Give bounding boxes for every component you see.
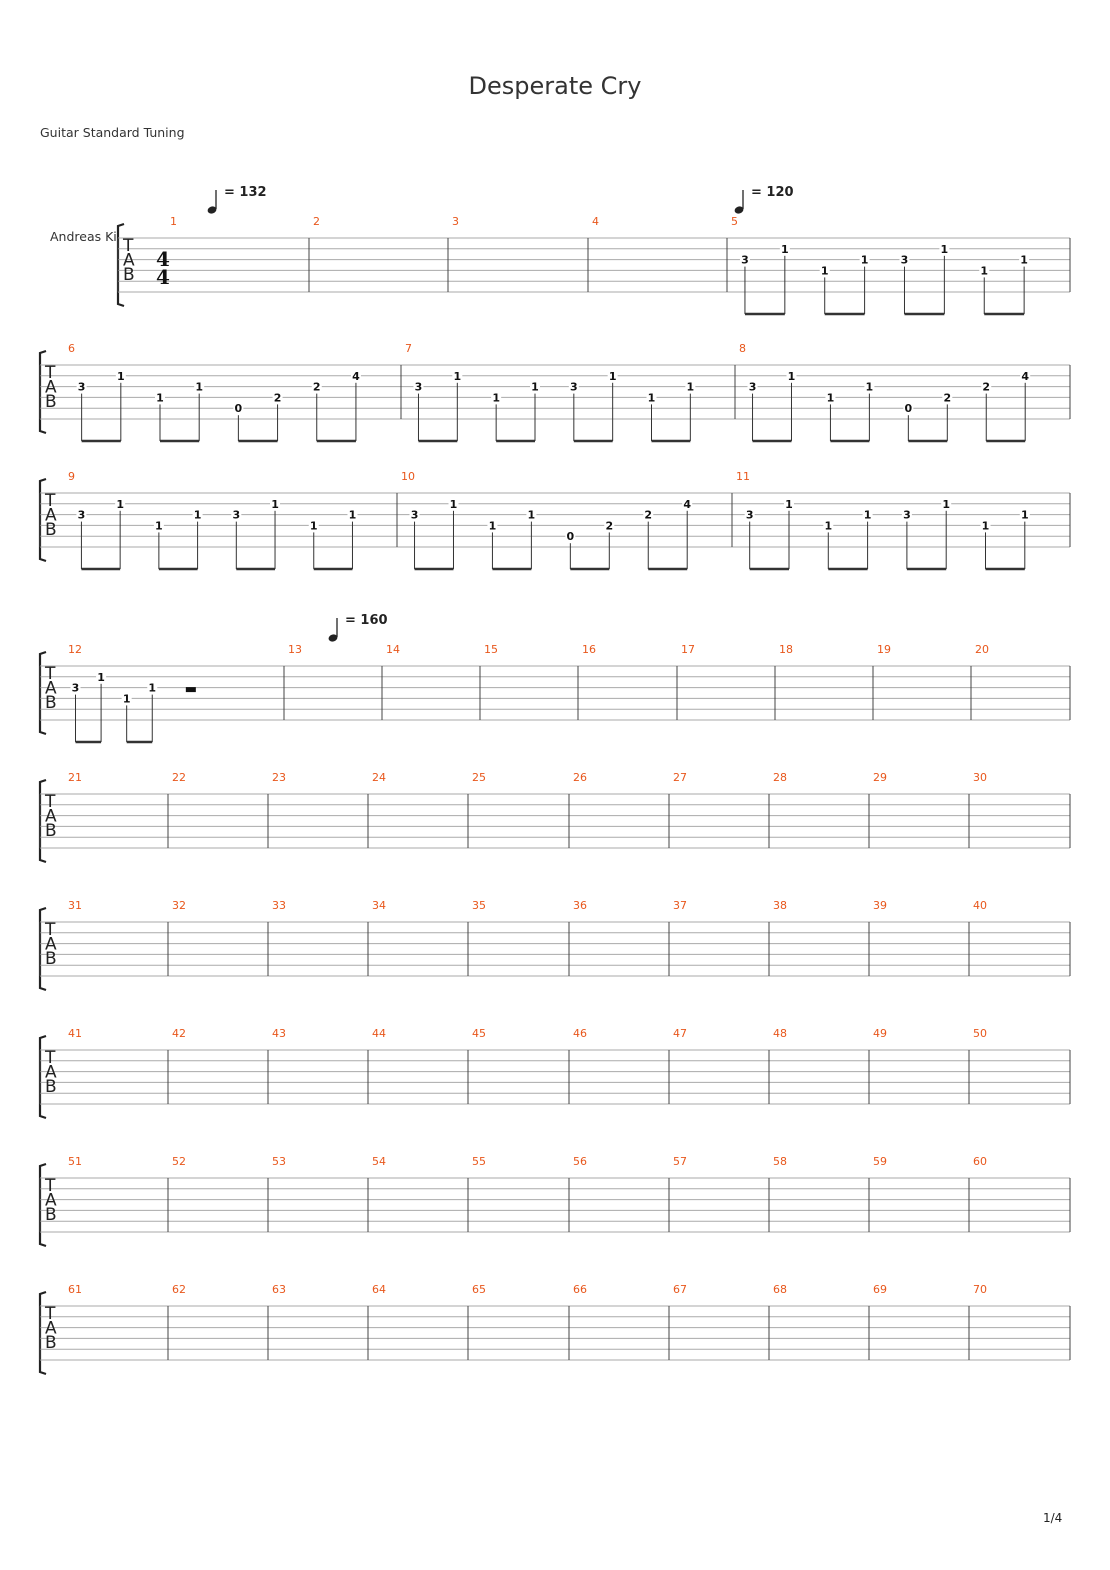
measure-number: 33: [272, 899, 286, 912]
fret-number: 2: [644, 508, 653, 522]
fret-number: 4: [352, 369, 360, 383]
measure-number: 6: [68, 342, 75, 355]
fret-number: 1: [863, 508, 872, 522]
measure-number: 64: [372, 1283, 386, 1296]
tab-clef-letter: A: [45, 1318, 57, 1339]
fret-number: 2: [982, 380, 991, 394]
measure-number: 70: [973, 1283, 987, 1296]
measure-number: 26: [573, 771, 587, 784]
fret-number: 1: [348, 508, 357, 522]
fret-number: 1: [271, 497, 279, 511]
measure-number: 34: [372, 899, 386, 912]
fret-number: 3: [745, 508, 754, 522]
measure-number: 1: [170, 215, 177, 228]
measure-number: 36: [573, 899, 587, 912]
fret-number: 1: [309, 519, 318, 533]
fret-number: 0: [234, 402, 243, 416]
fret-number: 3: [748, 380, 757, 394]
measure-number: 19: [877, 643, 891, 656]
fret-number: 1: [608, 369, 617, 383]
tab-clef-letter: T: [45, 792, 56, 812]
measure-number: 13: [288, 643, 302, 656]
measure-number: 28: [773, 771, 787, 784]
measure-number: 25: [472, 771, 486, 784]
measure-number: 29: [873, 771, 887, 784]
fret-number: 1: [116, 497, 124, 511]
tab-clef-letter: T: [45, 664, 56, 684]
measure-number: 22: [172, 771, 186, 784]
fret-number: 1: [116, 369, 125, 383]
fret-number: 1: [686, 380, 695, 394]
measure-number: 9: [68, 470, 75, 483]
fret-number: 2: [605, 519, 614, 533]
fret-number: 1: [820, 264, 829, 278]
tab-clef-letter: A: [45, 377, 57, 398]
measure-number: 61: [68, 1283, 82, 1296]
measure-number: 30: [973, 771, 987, 784]
measure-number: 3: [452, 215, 459, 228]
fret-number: 2: [312, 380, 321, 394]
fret-number: 1: [1020, 253, 1028, 267]
measure-number: 40: [973, 899, 987, 912]
fret-number: 1: [527, 508, 536, 522]
score-title: Desperate Cry: [468, 72, 642, 100]
measure-number: 7: [405, 342, 412, 355]
measure-number: 44: [372, 1027, 386, 1040]
fret-number: 1: [981, 519, 990, 533]
tab-clef-letter: B: [45, 693, 57, 713]
measure-number: 46: [573, 1027, 587, 1040]
fret-number: 1: [787, 369, 796, 383]
measure-number: 55: [472, 1155, 486, 1168]
tab-clef-letter: B: [45, 1077, 57, 1097]
measure-number: 67: [673, 1283, 687, 1296]
measure-number: 47: [673, 1027, 687, 1040]
tab-clef-letter: B: [45, 392, 57, 412]
fret-number: 3: [77, 380, 86, 394]
fret-number: 3: [569, 380, 578, 394]
fret-number: 1: [155, 519, 163, 533]
measure-number: 63: [272, 1283, 286, 1296]
fret-number: 1: [647, 391, 656, 405]
fret-number: 0: [566, 530, 575, 544]
tab-clef-letter: B: [45, 1333, 57, 1353]
measure-number: 41: [68, 1027, 82, 1040]
measure-number: 39: [873, 899, 887, 912]
tab-clef-letter: A: [45, 1190, 57, 1211]
tab-clef-letter: B: [45, 520, 57, 540]
measure-number: 16: [582, 643, 596, 656]
tab-clef-letter: T: [45, 1176, 56, 1196]
measure-number: 48: [773, 1027, 787, 1040]
fret-number: 1: [488, 519, 497, 533]
fret-number: 1: [156, 391, 164, 405]
fret-number: 1: [785, 497, 793, 511]
measure-number: 37: [673, 899, 687, 912]
time-signature-denominator: 4: [156, 265, 170, 289]
fret-number: 3: [741, 253, 749, 267]
measure-number: 42: [172, 1027, 186, 1040]
fret-number: 3: [900, 253, 909, 267]
fret-number: 1: [453, 369, 462, 383]
fret-number: 2: [273, 391, 282, 405]
tab-clef-letter: B: [45, 949, 57, 969]
measure-number: 10: [401, 470, 415, 483]
measure-number: 11: [736, 470, 750, 483]
measure-number: 35: [472, 899, 486, 912]
measure-number: 52: [172, 1155, 186, 1168]
half-rest: [186, 687, 196, 692]
measure-number: 58: [773, 1155, 787, 1168]
tab-clef-letter: T: [45, 920, 56, 940]
fret-number: 1: [531, 380, 539, 394]
measure-number: 17: [681, 643, 695, 656]
instrument-name: Andreas Ki: [50, 229, 117, 244]
measure-number: 12: [68, 643, 82, 656]
measure-number: 51: [68, 1155, 82, 1168]
fret-number: 3: [414, 380, 423, 394]
fret-number: 1: [193, 508, 202, 522]
fret-number: 1: [148, 681, 157, 695]
measure-number: 53: [272, 1155, 286, 1168]
tab-clef-letter: A: [123, 250, 135, 271]
fret-number: 3: [71, 681, 80, 695]
measure-number: 14: [386, 643, 400, 656]
tab-clef-letter: T: [45, 491, 56, 511]
fret-number: 1: [865, 380, 874, 394]
measure-number: 2: [313, 215, 320, 228]
tuning-label: Guitar Standard Tuning: [40, 125, 185, 140]
measure-number: 54: [372, 1155, 386, 1168]
measure-number: 24: [372, 771, 386, 784]
fret-number: 1: [942, 497, 951, 511]
time-signature-numerator: 4: [156, 247, 170, 271]
tab-clef-letter: T: [45, 363, 56, 383]
measure-number: 4: [592, 215, 599, 228]
measure-number: 60: [973, 1155, 987, 1168]
measure-number: 20: [975, 643, 989, 656]
tempo-mark: = 132: [224, 185, 267, 200]
fret-number: 4: [683, 497, 692, 511]
page-number: 1/4: [1043, 1511, 1063, 1525]
tab-clef-letter: A: [45, 505, 57, 526]
fret-number: 1: [97, 670, 105, 684]
tempo-mark: = 160: [345, 613, 388, 628]
fret-number: 0: [904, 402, 913, 416]
tab-clef-letter: A: [45, 934, 57, 955]
tab-clef-letter: A: [45, 806, 57, 827]
fret-number: 1: [824, 519, 833, 533]
fret-number: 3: [410, 508, 419, 522]
tab-clef-letter: A: [45, 678, 57, 699]
measure-number: 56: [573, 1155, 587, 1168]
tab-clef-letter: A: [45, 1062, 57, 1083]
measure-number: 18: [779, 643, 793, 656]
tab-clef-letter: B: [45, 821, 57, 841]
measure-number: 43: [272, 1027, 286, 1040]
measure-number: 66: [573, 1283, 587, 1296]
measure-number: 49: [873, 1027, 887, 1040]
fret-number: 1: [781, 242, 789, 256]
fret-number: 1: [449, 497, 458, 511]
measure-number: 23: [272, 771, 286, 784]
fret-number: 1: [195, 380, 204, 394]
measure-number: 32: [172, 899, 186, 912]
measure-number: 21: [68, 771, 82, 784]
tab-clef-letter: T: [45, 1048, 56, 1068]
tab-clef-letter: T: [123, 236, 134, 256]
tempo-mark: = 120: [751, 185, 794, 200]
measure-number: 15: [484, 643, 498, 656]
fret-number: 1: [860, 253, 869, 267]
fret-number: 1: [826, 391, 835, 405]
measure-number: 65: [472, 1283, 486, 1296]
fret-number: 1: [122, 692, 131, 706]
fret-number: 2: [943, 391, 952, 405]
fret-number: 3: [903, 508, 911, 522]
tab-clef-letter: B: [123, 265, 135, 285]
measure-number: 5: [731, 215, 738, 228]
fret-number: 1: [940, 242, 949, 256]
measure-number: 27: [673, 771, 687, 784]
measure-number: 38: [773, 899, 787, 912]
measure-number: 45: [472, 1027, 486, 1040]
measure-number: 68: [773, 1283, 787, 1296]
tab-clef-letter: T: [45, 1304, 56, 1324]
fret-number: 1: [1020, 508, 1029, 522]
fret-number: 1: [492, 391, 500, 405]
fret-number: 1: [980, 264, 989, 278]
fret-number: 4: [1021, 369, 1030, 383]
measure-number: 8: [739, 342, 746, 355]
measure-number: 31: [68, 899, 82, 912]
measure-number: 57: [673, 1155, 687, 1168]
measure-number: 69: [873, 1283, 887, 1296]
measure-number: 62: [172, 1283, 186, 1296]
fret-number: 3: [232, 508, 241, 522]
tab-clef-letter: B: [45, 1205, 57, 1225]
measure-number: 50: [973, 1027, 987, 1040]
measure-number: 59: [873, 1155, 887, 1168]
fret-number: 3: [77, 508, 86, 522]
